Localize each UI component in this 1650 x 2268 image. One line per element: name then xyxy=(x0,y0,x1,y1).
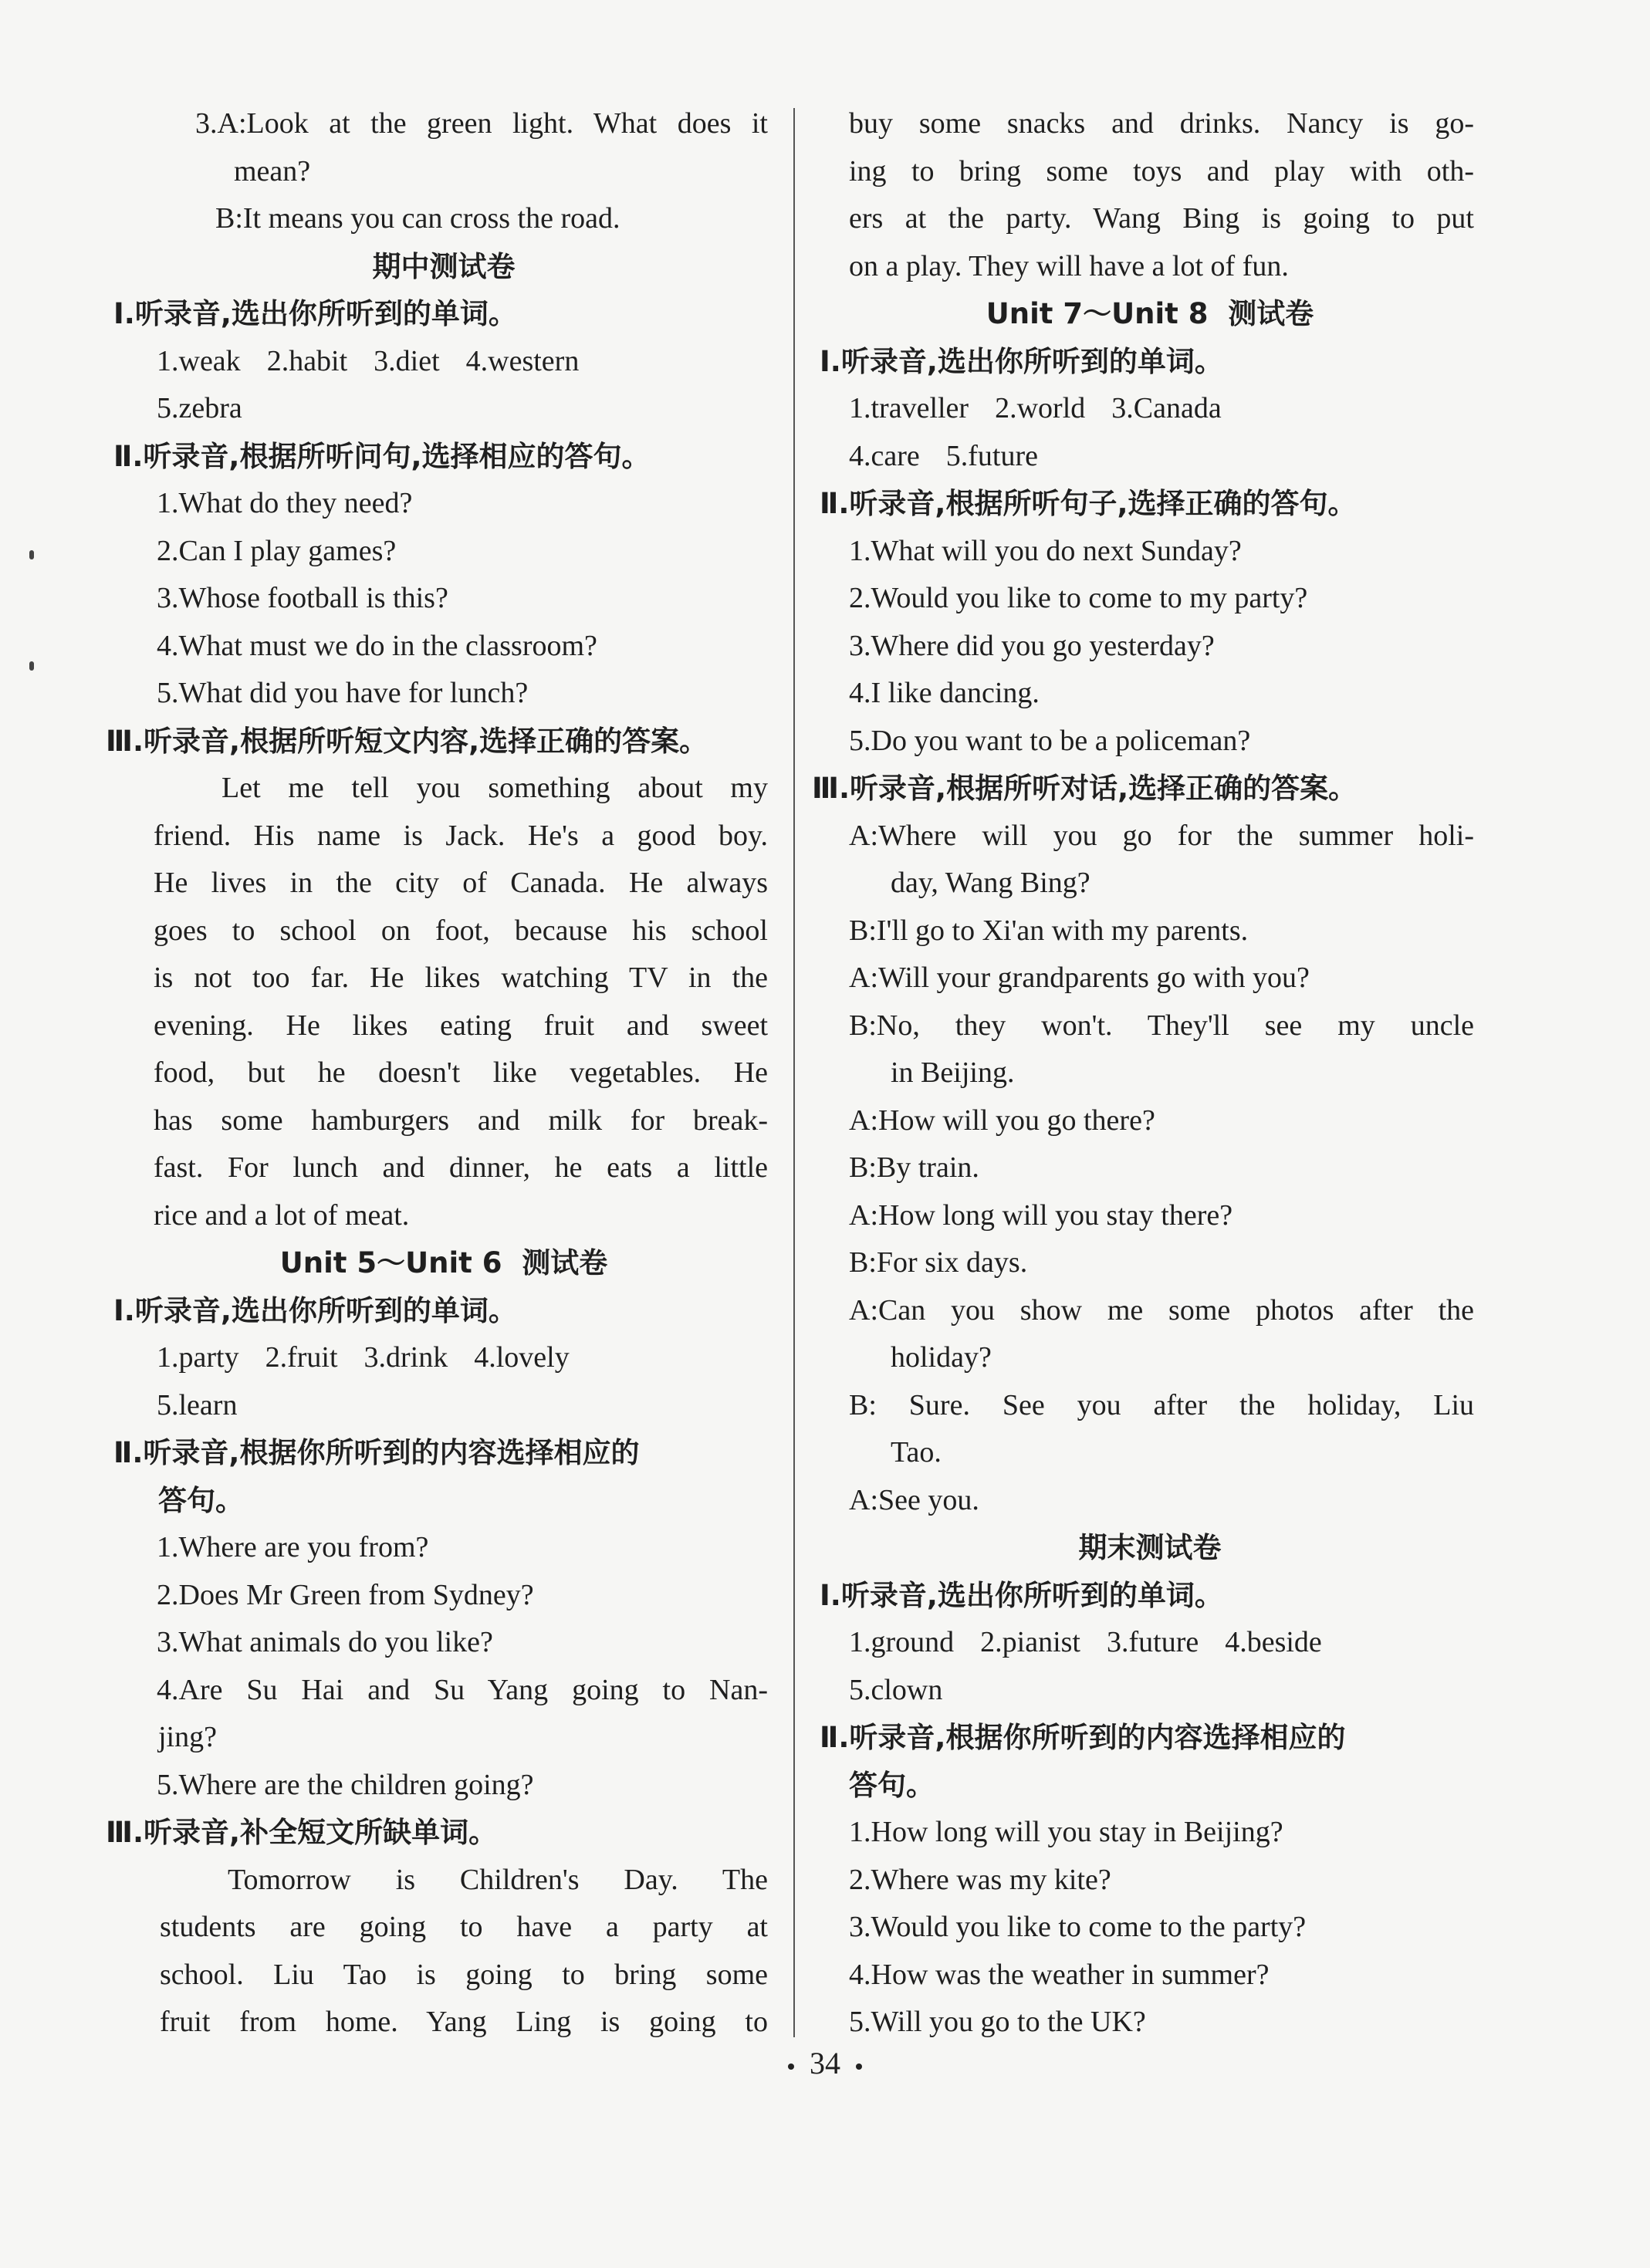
section-heading: Ⅱ.听录音,根据你所听到的内容选择相应的 xyxy=(820,1721,1346,1754)
word-item: 4.western xyxy=(465,344,580,377)
question-item: 5.What did you have for lunch? xyxy=(157,677,529,709)
word-row xyxy=(120,1382,768,1430)
section-heading: Ⅰ.听录音,选出你所听到的单词。 xyxy=(820,344,1223,378)
unit56-title: Unit 5～Unit 6 测试卷 xyxy=(279,1246,608,1279)
dialog-line: B:For six days. xyxy=(849,1246,1028,1279)
word-item: 2.world xyxy=(995,392,1086,424)
word-item: 1.weak xyxy=(157,344,241,377)
dialog-line: A:How will you go there? xyxy=(849,1104,1155,1137)
intro-line: 3.A:Look at the green light. What does it xyxy=(195,107,768,140)
word-item: 4.beside xyxy=(1225,1626,1322,1658)
passage-line: ers at the party. Wang Bing is going to put xyxy=(849,202,1474,235)
section-heading: Ⅲ.听录音,补全短文所缺单词。 xyxy=(106,1816,498,1849)
word-item: 4.lovely xyxy=(474,1341,570,1374)
word-item: 1.traveller xyxy=(849,392,969,424)
passage-line: students are going to have a party at xyxy=(160,1911,768,1943)
dialog-line-cont: holiday? xyxy=(891,1341,992,1374)
question-item: 2.Does Mr Green from Sydney? xyxy=(157,1578,534,1611)
question-item: 5.Will you go to the UK? xyxy=(849,2006,1146,2038)
question-item: 4.I like dancing. xyxy=(849,677,1040,709)
section-heading: Ⅰ.听录音,选出你所听到的单词。 xyxy=(113,297,517,330)
word-row xyxy=(120,1334,768,1382)
question-item: 2.Can I play games? xyxy=(157,534,397,567)
section-heading: Ⅰ.听录音,选出你所听到的单词。 xyxy=(113,1293,517,1327)
word-item: 2.habit xyxy=(266,344,348,377)
question-item: 1.What do they need? xyxy=(157,487,413,519)
word-item: 1.party xyxy=(157,1341,239,1374)
dialog-block xyxy=(826,813,1474,1525)
intro-line: mean? xyxy=(234,154,311,188)
passage-line: Let me tell you something about my xyxy=(221,772,768,804)
passage-line: is not too far. He likes watching TV in the xyxy=(154,962,768,994)
question-item: 4.What must we do in the classroom? xyxy=(157,629,597,662)
passage-line: fruit from home. Yang Ling is going to xyxy=(160,2006,768,2038)
question-item: 1.How long will you stay in Beijing? xyxy=(849,1816,1283,1848)
question-item: 1.Where are you from? xyxy=(157,1531,429,1563)
word-item: 5.zebra xyxy=(157,392,242,424)
question-item: 3.Would you like to come to the party? xyxy=(849,1911,1307,1943)
midterm-title: 期中测试卷 xyxy=(372,249,516,283)
passage-line: food, but he doesn't like vegetables. He xyxy=(154,1056,768,1089)
word-item: 5.future xyxy=(945,439,1038,472)
bullet-dot xyxy=(856,2064,862,2070)
final-title: 期末测试卷 xyxy=(1078,1531,1222,1564)
word-item: 3.drink xyxy=(363,1341,448,1374)
word-item: 5.clown xyxy=(849,1673,943,1706)
word-row xyxy=(826,433,1474,481)
left-column xyxy=(106,100,768,2047)
question-item: 3.Whose football is this? xyxy=(157,582,448,614)
section-heading-cont: 答句。 xyxy=(158,1483,244,1517)
word-item: 3.diet xyxy=(374,344,440,377)
dialog-line: A:How long will you stay there? xyxy=(849,1198,1233,1232)
section-heading: Ⅰ.听录音,选出你所听到的单词。 xyxy=(820,1578,1223,1612)
passage-line: fast. For lunch and dinner, he eats a little xyxy=(154,1151,768,1184)
passage-line: goes to school on foot, because his school xyxy=(154,914,768,947)
passage-line: He lives in the city of Canada. He always xyxy=(154,867,768,899)
word-item: 3.Canada xyxy=(1111,392,1222,424)
bullet-dot xyxy=(788,2064,794,2070)
passage-line: has some hamburgers and milk for break- xyxy=(154,1104,768,1137)
dialog-line-cont: day, Wang Bing? xyxy=(891,867,1090,899)
passage-line: school. Liu Tao is going to bring some xyxy=(160,1958,768,1991)
dialog-line: B:No, they won't. They'll see my uncle xyxy=(849,1009,1474,1042)
word-item: 1.ground xyxy=(849,1626,955,1658)
passage-line: friend. His name is Jack. He's a good boy. xyxy=(154,819,768,852)
question-item-cont: jing? xyxy=(158,1721,217,1753)
word-item: 2.fruit xyxy=(265,1341,338,1374)
intro-line: B:It means you can cross the road. xyxy=(215,202,620,235)
question-item: 5.Where are the children going? xyxy=(157,1768,534,1801)
question-item: 3.What animals do you like? xyxy=(157,1626,493,1658)
question-item: 3.Where did you go yesterday? xyxy=(849,629,1215,662)
word-row xyxy=(826,1619,1474,1667)
passage-line: buy some snacks and drinks. Nancy is go- xyxy=(849,107,1474,140)
question-item: 4.Are Su Hai and Su Yang going to Nan- xyxy=(157,1673,768,1706)
word-row xyxy=(826,1667,1474,1715)
word-item: 5.learn xyxy=(157,1388,238,1421)
word-row xyxy=(826,385,1474,433)
page-number xyxy=(0,2045,1650,2081)
dialog-line: A:See you. xyxy=(849,1483,979,1516)
dialog-line: A:Will your grandparents go with you? xyxy=(849,962,1310,994)
passage-line: evening. He likes eating fruit and sweet xyxy=(154,1009,768,1042)
passage-line: Tomorrow is Children's Day. The xyxy=(228,1863,768,1896)
unit78-title: Unit 7～Unit 8 测试卷 xyxy=(986,297,1314,330)
dialog-line: B:By train. xyxy=(849,1151,979,1184)
dialog-line: B: Sure. See you after the holiday, Liu xyxy=(849,1388,1474,1421)
dialog-line: A:Where will you go for the summer holi- xyxy=(849,819,1474,852)
dialog-line: B:I'll go to Xi'an with my parents. xyxy=(849,914,1249,947)
question-item: 2.Would you like to come to my party? xyxy=(849,582,1308,614)
word-item: 4.care xyxy=(849,439,920,472)
section-heading: Ⅱ.听录音,根据所听问句,选择相应的答句。 xyxy=(113,439,651,473)
word-row xyxy=(120,385,768,433)
dialog-line-cont: Tao. xyxy=(891,1436,942,1469)
word-item: 3.future xyxy=(1106,1626,1199,1658)
page-number-value: 34 xyxy=(810,2046,840,2080)
passage-line: rice and a lot of meat. xyxy=(154,1198,410,1232)
section-heading: Ⅱ.听录音,根据你所听到的内容选择相应的 xyxy=(113,1436,640,1469)
section-heading: Ⅲ.听录音,根据所听短文内容,选择正确的答案。 xyxy=(106,724,708,758)
section-heading: Ⅲ.听录音,根据所听对话,选择正确的答案。 xyxy=(812,772,1358,805)
word-row xyxy=(120,338,768,386)
passage-line: on a play. They will have a lot of fun. xyxy=(849,249,1289,282)
word-item: 2.pianist xyxy=(980,1626,1080,1658)
scan-mark xyxy=(29,661,34,671)
column-divider xyxy=(793,108,795,2037)
scan-mark xyxy=(29,550,34,559)
section-heading: Ⅱ.听录音,根据所听句子,选择正确的答句。 xyxy=(820,487,1357,520)
dialog-line-cont: in Beijing. xyxy=(891,1056,1015,1089)
question-item: 2.Where was my kite? xyxy=(849,1863,1111,1896)
section-heading-cont: 答句。 xyxy=(849,1768,935,1802)
dialog-line: A:Can you show me some photos after the xyxy=(849,1293,1474,1327)
question-item: 5.Do you want to be a policeman? xyxy=(849,724,1251,757)
right-column xyxy=(812,100,1474,2047)
question-item: 1.What will you do next Sunday? xyxy=(849,534,1242,567)
passage-line: ing to bring some toys and play with oth- xyxy=(849,154,1474,188)
question-item: 4.How was the weather in summer? xyxy=(849,1958,1270,1991)
